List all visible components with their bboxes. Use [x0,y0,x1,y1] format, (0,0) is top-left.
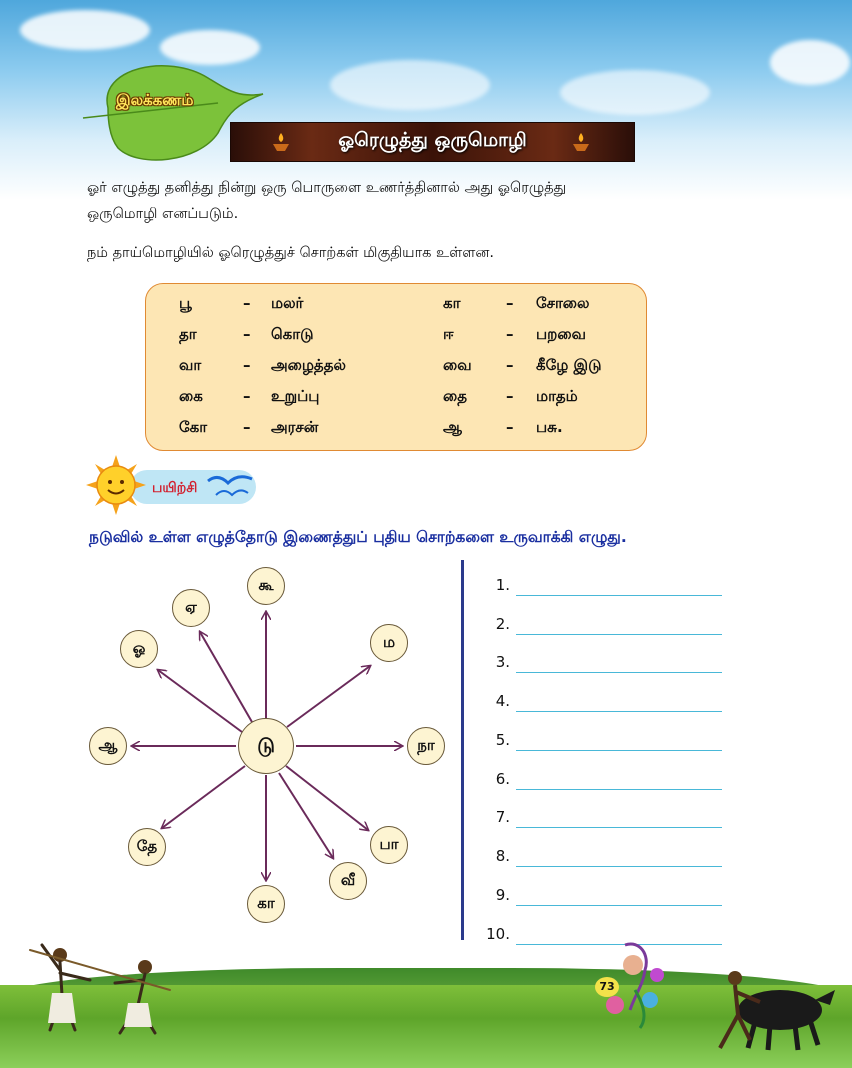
answer-number: 9. [495,886,510,904]
answer-line[interactable] [516,789,722,790]
bull-rider-icon [690,960,840,1055]
dash: – [243,294,251,312]
answer-number: 3. [495,653,510,671]
word-meaning: சோலை [536,294,590,312]
answer-number: 5. [495,731,510,749]
word-meaning: கொடு [271,325,314,343]
word-meaning: உறுப்பு [271,387,320,405]
dash: – [506,294,514,312]
answer-number: 8. [495,847,510,865]
answer-row[interactable] [486,653,746,677]
dash: – [506,325,514,343]
word-meaning: மலர் [271,294,304,312]
dash: – [243,418,251,436]
answer-line[interactable] [516,827,722,828]
dash: – [506,387,514,405]
word-letter: வா [179,356,202,374]
dash: – [506,418,514,436]
word-letter: கை [179,387,203,405]
answer-row[interactable] [486,692,746,716]
spoke-letter: கூ [247,567,285,605]
dash: – [243,356,251,374]
answer-number: 10. [486,925,510,943]
dash: – [506,356,514,374]
intro-note: நம் தாய்மொழியில் ஓரெழுத்துச் சொற்கள் மிகுதியாக உள்ளன. [87,245,495,261]
page-number: 73 [595,977,619,997]
answer-line[interactable] [516,866,722,867]
spoke-letter: ஓ [120,630,158,668]
exercise-instruction: நடுவில் உள்ள எழுத்தோடு இணைத்துப் புதிய சொற்களை உருவாக்கி எழுது. [89,528,627,546]
arrow-to-the [162,766,245,828]
dash: – [243,387,251,405]
exercise-label: பயிற்சி [152,480,198,496]
word-meaning: பசு. [536,418,563,436]
word-meaning: அழைத்தல் [271,356,346,374]
word-meaning: மாதம் [536,387,578,405]
arrow-to-paa [286,766,368,830]
definition-line-1: ஓர் எழுத்து தனித்து நின்று ஒரு பொருளை உணர்த்தினால் அது ஓரெழுத்து [87,180,567,196]
word-letter: கா [443,294,461,312]
column-divider [461,560,464,940]
spoke-letter: ஏ [172,589,210,627]
word-letter: பூ [179,294,192,312]
spoke-letter: கா [247,885,285,923]
word-letter: ஆ [443,418,462,436]
dash: – [243,325,251,343]
stick-fighters-icon [20,935,180,1045]
word-letter: கோ [179,418,208,436]
arrow-to-ma [287,666,370,727]
center-letter: டு [238,718,294,774]
word-letter: தா [179,325,197,343]
spoke-letter: தே [128,828,166,866]
lesson-title: ஓரெழுத்து ஒருமொழி [338,129,527,151]
section-label: இலக்கணம் [116,91,194,109]
answer-number: 1. [495,576,510,594]
spoke-letter: பா [370,826,408,864]
answer-row[interactable] [486,808,746,832]
answer-row[interactable] [486,847,746,871]
answer-number: 7. [495,808,510,826]
answer-line[interactable] [516,595,722,596]
answer-line[interactable] [516,634,722,635]
answer-row[interactable] [486,886,746,910]
answer-line[interactable] [516,750,722,751]
spoke-letter: நா [407,727,445,765]
arrow-to-vee [279,773,333,858]
word-meaning: கீழே இடு [536,356,602,374]
arrow-to-ae [200,632,252,722]
answer-row[interactable] [486,576,746,600]
answer-number: 4. [495,692,510,710]
word-meaning: பறவை [536,325,586,343]
answer-number: 2. [495,615,510,633]
arrow-to-o [158,670,242,732]
word-meaning: அரசன் [271,418,319,436]
word-letter: வை [443,356,472,374]
answer-line[interactable] [516,905,722,906]
word-letter: ஈ [443,325,454,343]
spoke-letter: ஆ [89,727,127,765]
answer-row[interactable] [486,770,746,794]
answer-line[interactable] [516,711,722,712]
answer-row[interactable] [486,731,746,755]
answer-number: 6. [495,770,510,788]
answer-row[interactable] [486,615,746,639]
word-letter: தை [443,387,467,405]
answer-line[interactable] [516,672,722,673]
definition-line-2: ஒருமொழி எனப்படும். [87,206,239,222]
spoke-letter: வீ [329,862,367,900]
spoke-letter: ம [370,624,408,662]
